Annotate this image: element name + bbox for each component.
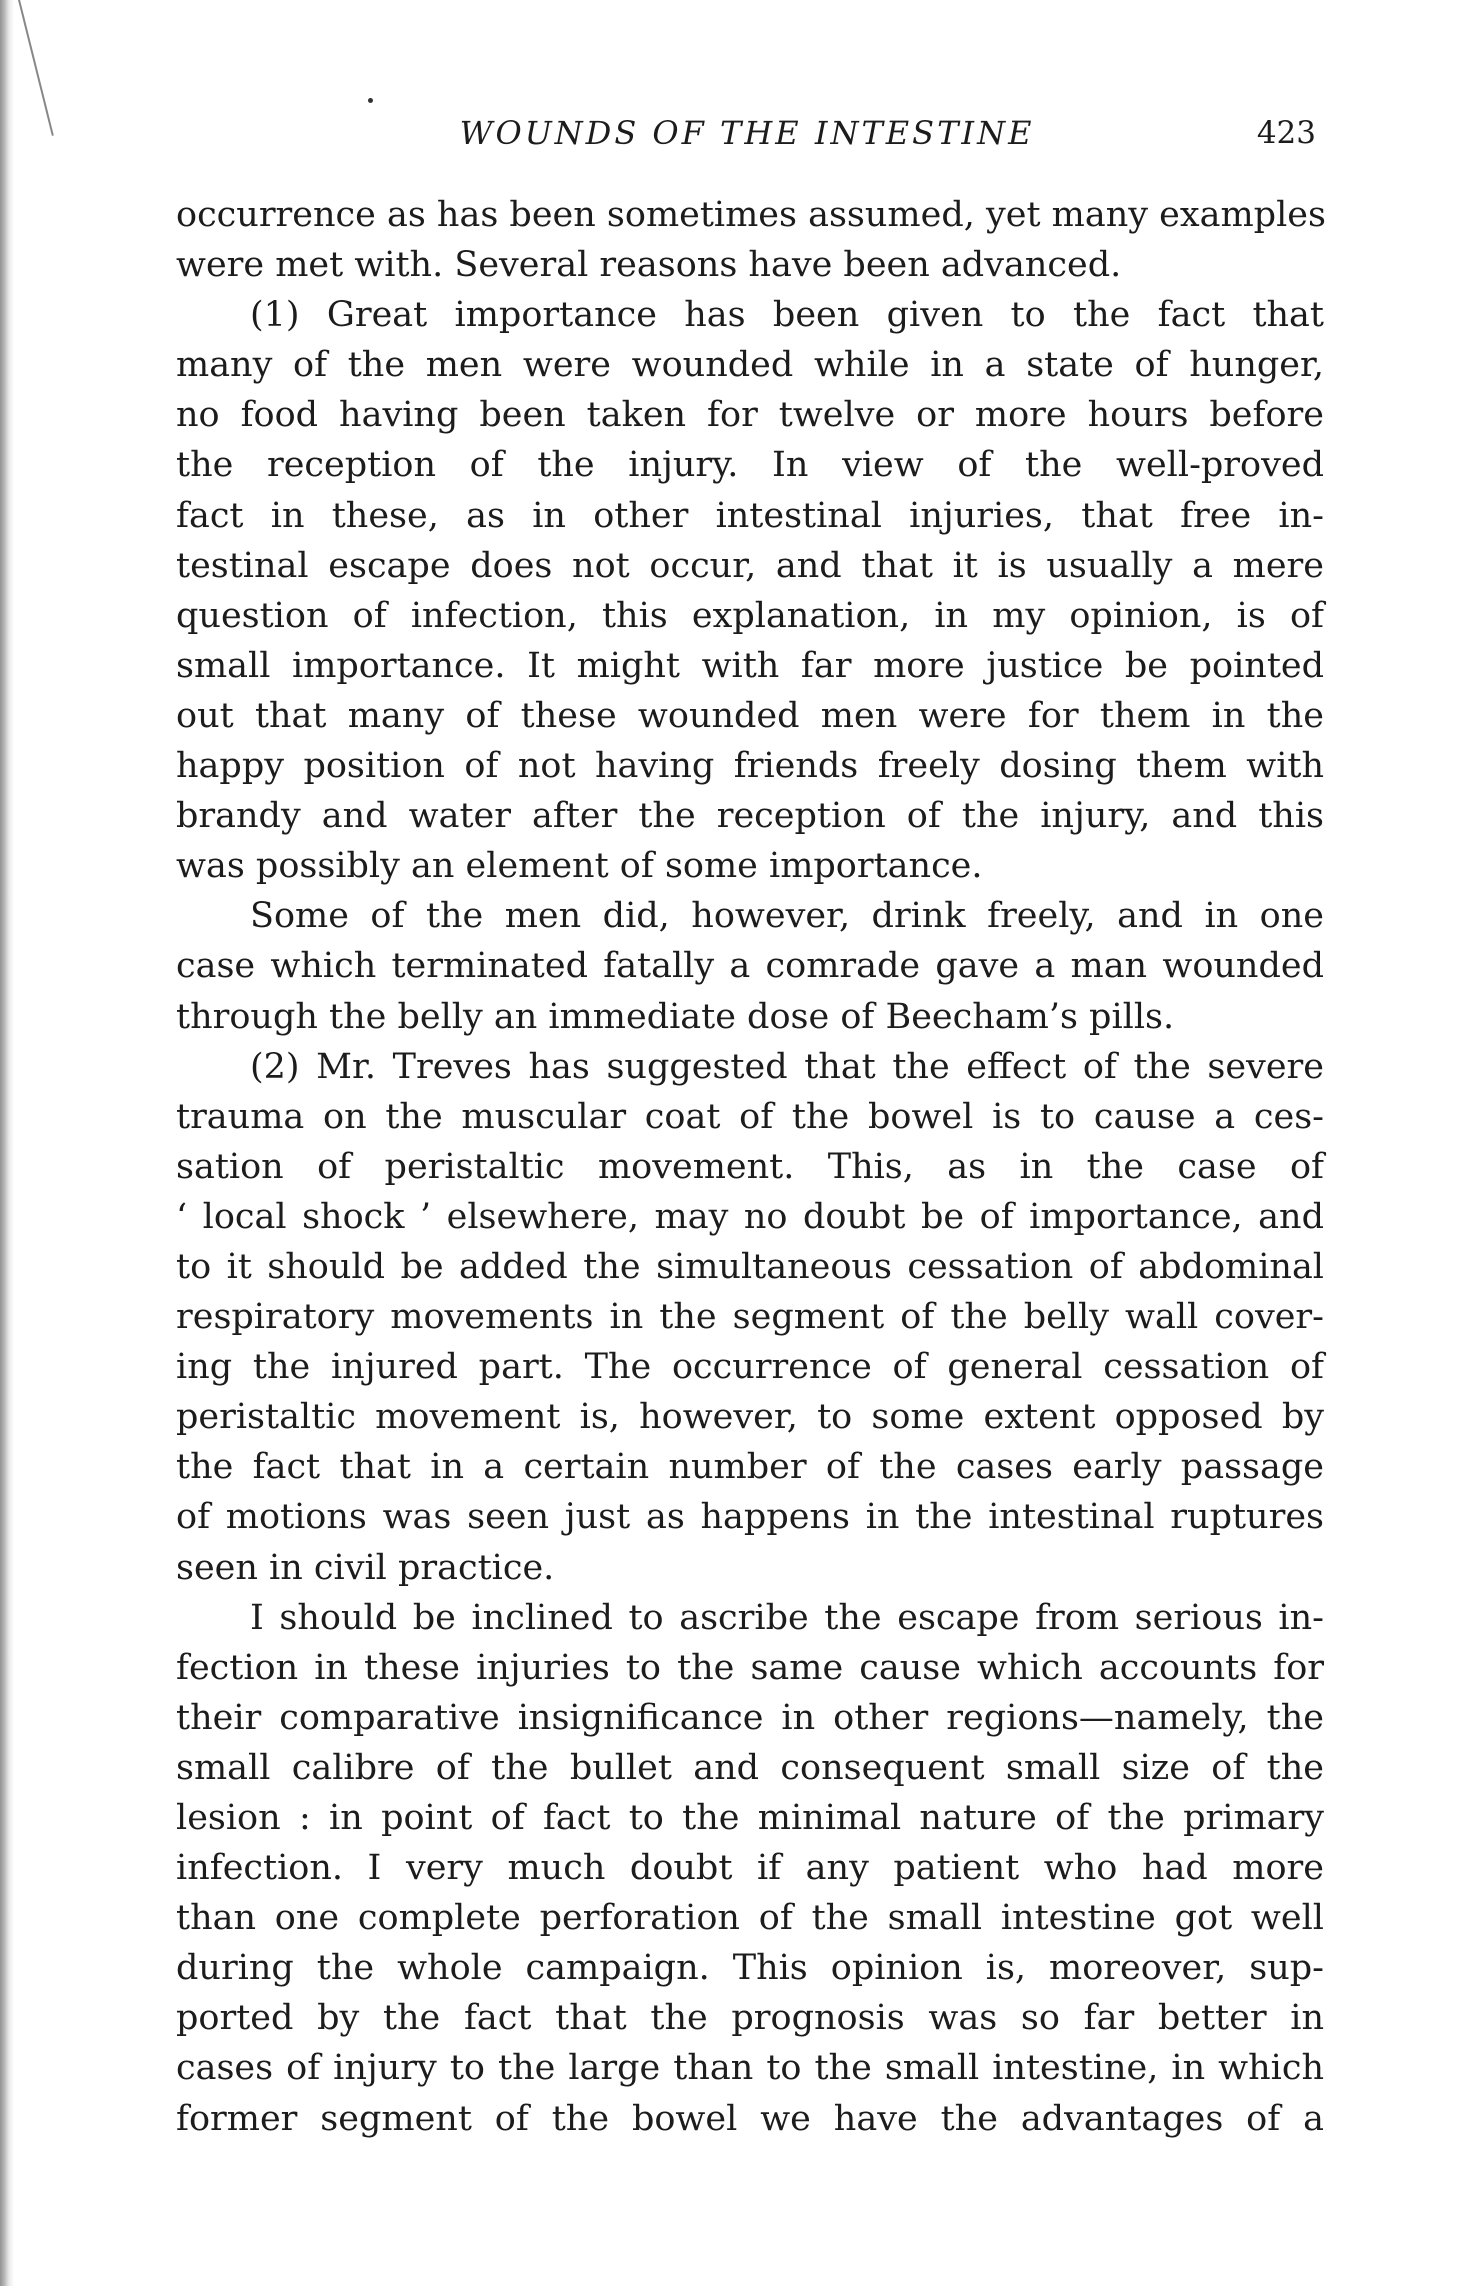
text-line: (2) Mr. Treves has suggested that the effect of the severe	[250, 1046, 1324, 1087]
text-line: sation of peristaltic movement. This, as in the case of	[176, 1146, 1324, 1187]
text-line: small importance. It might with far more justice be pointed	[176, 645, 1324, 686]
text-line: former segment of the bowel we have the advantages of a	[176, 2098, 1324, 2139]
text-line: fact in these, as in other intestinal injuries, that free in-	[176, 495, 1324, 536]
text-line: testinal escape does not occur, and that it is usually a mere	[176, 545, 1324, 586]
text-line: seen in civil practice.	[176, 1547, 555, 1588]
text-line: brandy and water after the reception of the injury, and this	[176, 796, 1324, 837]
text-line: through the belly an immediate dose of Beecham’s pills.	[176, 996, 1175, 1037]
text-line: infection. I very much doubt if any patient who had more	[176, 1848, 1324, 1889]
text-line: Some of the men did, however, drink freely, and in one	[250, 896, 1324, 937]
text-line: to it should be added the simultaneous cessation of abdominal	[176, 1246, 1324, 1287]
text-line: their comparative insignificance in other regions—namely, the	[176, 1697, 1324, 1738]
text-line: than one complete perforation of the small intestine got well	[176, 1898, 1324, 1939]
text-line: were met with. Several reasons have been advanced.	[176, 245, 1122, 286]
text-line: question of infection, this explanation, in my opinion, is of	[176, 595, 1324, 636]
text-line: lesion : in point of fact to the minimal nature of the primary	[176, 1798, 1324, 1838]
running-head	[178, 110, 1316, 156]
text-line: cases of injury to the large than to the small intestine, in which	[176, 2048, 1324, 2089]
text-line: fection in these injuries to the same cause which accounts for	[176, 1647, 1324, 1688]
text-line: during the whole campaign. This opinion is, moreover, sup-	[176, 1948, 1324, 1989]
text-line: occurrence as has been sometimes assumed, yet many examples	[176, 195, 1326, 235]
text-line: I should be inclined to ascribe the escape from serious in-	[250, 1597, 1324, 1638]
text-line: no food having been taken for twelve or more hours before	[176, 395, 1324, 436]
text-line: trauma on the muscular coat of the bowel is to cause a ces-	[176, 1096, 1324, 1137]
text-line: the reception of the injury. In view of the well-proved	[176, 445, 1324, 486]
text-line: peristaltic movement is, however, to some extent opposed by	[176, 1397, 1324, 1438]
text-line: many of the men were wounded while in a state of hunger,	[176, 345, 1324, 386]
text-line: out that many of these wounded men were for them in the	[176, 695, 1324, 736]
body-text	[176, 190, 1324, 2144]
page-number: 423	[1256, 115, 1316, 151]
binding-shadow	[0, 0, 14, 2286]
text-line: case which terminated fatally a comrade gave a man wounded	[176, 946, 1324, 987]
print-speck	[368, 98, 373, 103]
text-line: (1) Great importance has been given to the fact that	[250, 295, 1324, 336]
running-title: WOUNDS OF THE INTESTINE	[459, 114, 1035, 152]
text-line: ported by the fact that the prognosis was so far better in	[176, 1998, 1324, 2039]
text-line: happy position of not having friends freely dosing them with	[176, 746, 1324, 787]
text-line: ‘ local shock ’ elsewhere, may no doubt be of importance, and	[176, 1196, 1324, 1237]
text-line: small calibre of the bullet and consequent small size of the	[176, 1747, 1324, 1788]
text-line: ing the injured part. The occurrence of general cessation of	[176, 1347, 1324, 1388]
text-line: was possibly an element of some importance.	[176, 846, 983, 887]
text-line: the fact that in a certain number of the cases early passage	[176, 1447, 1324, 1488]
text-line: of motions was seen just as happens in the intestinal ruptures	[176, 1497, 1324, 1538]
text-line: respiratory movements in the segment of the belly wall cover-	[176, 1297, 1324, 1338]
binding-mark	[18, 0, 54, 136]
